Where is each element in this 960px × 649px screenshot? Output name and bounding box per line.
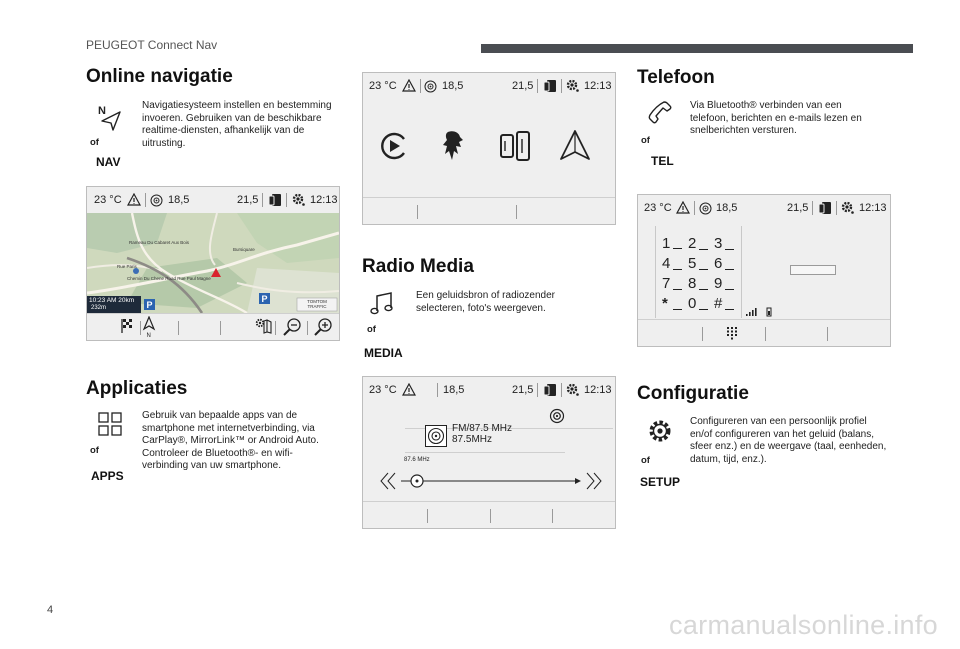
- settings-status-icon: [566, 383, 580, 397]
- nav-button-label: NAV: [96, 155, 121, 169]
- next-turn-distance: 232m: [91, 305, 107, 311]
- warning-icon: [676, 201, 690, 214]
- status-right-value: 21,5: [512, 384, 534, 396]
- status-right-value: 21,5: [512, 80, 534, 92]
- applicaties-description: [142, 410, 352, 473]
- compass-north-icon[interactable]: [142, 316, 156, 338]
- keypad-key-9[interactable]: 9: [712, 275, 738, 295]
- nav-control-bar: [87, 313, 339, 340]
- broadcast-icon: [424, 80, 437, 93]
- settings-status-icon: [841, 201, 855, 215]
- carplay-icon[interactable]: [379, 131, 409, 161]
- status-bar: [363, 73, 615, 99]
- tuner-frequency-value: 87.6 MHz: [404, 457, 430, 463]
- settings-status-icon: [292, 193, 306, 207]
- seek-forward-icon: [587, 473, 601, 489]
- broadcast-icon: [699, 202, 712, 215]
- or-label: of: [641, 135, 650, 146]
- map-label-1: Rameau Du Cabaret Aux Bois: [129, 240, 190, 245]
- music-note-icon: [370, 291, 398, 319]
- keypad-key-7[interactable]: 7: [660, 275, 686, 295]
- status-time: 12:13: [584, 80, 612, 92]
- keypad-key-2[interactable]: 2: [686, 235, 712, 255]
- broadcast-icon[interactable]: [549, 408, 565, 424]
- svg-text:N: N: [98, 105, 106, 117]
- keypad-key-1[interactable]: 1: [660, 235, 686, 255]
- map-settings-icon[interactable]: [255, 318, 273, 335]
- tel-button-label: TEL: [651, 154, 674, 168]
- apps-screen: [362, 72, 616, 225]
- phone-status-icon: [268, 193, 282, 207]
- map-label-4: Chemin Du Chene Road Rue Paul Magne: [127, 276, 211, 281]
- seek-back-icon: [381, 473, 395, 489]
- document-header-title: PEUGEOT Connect Nav: [86, 38, 218, 52]
- apps-button-label: APPS: [91, 469, 124, 483]
- mirrorlink-icon[interactable]: [499, 129, 531, 163]
- applicaties-description-line: Gebruik van bepaalde apps van de: [142, 410, 298, 421]
- android-auto-icon[interactable]: [559, 129, 591, 163]
- signal-battery-icon: [746, 307, 774, 317]
- svg-text:P: P: [146, 300, 153, 310]
- phone-handset-icon: [647, 100, 675, 128]
- svg-text:P: P: [261, 294, 268, 304]
- status-temperature: 23 °C: [369, 80, 397, 92]
- status-time: 12:13: [584, 384, 612, 396]
- section-title-configuratie: Configuratie: [637, 383, 749, 404]
- status-left-value: 18,5: [442, 80, 464, 92]
- section-title-radio-media: Radio Media: [362, 256, 474, 277]
- radio-control-bar: [363, 501, 615, 528]
- station-logo-icon: [425, 425, 447, 447]
- or-label: of: [90, 445, 99, 456]
- applicaties-description-line: Controleer de Bluetooth®- en wifi-: [142, 447, 293, 459]
- status-left-value: 18,5: [168, 194, 190, 206]
- or-label: of: [367, 324, 376, 335]
- keypad-key-5[interactable]: 5: [686, 255, 712, 275]
- nav-screen: [86, 186, 340, 341]
- status-temperature: 23 °C: [644, 202, 672, 214]
- warning-icon: [402, 383, 416, 396]
- keypad-key-6[interactable]: 6: [712, 255, 738, 275]
- status-temperature: 23 °C: [94, 194, 122, 206]
- peugeot-lion-icon[interactable]: [439, 129, 469, 163]
- settings-gear-icon: [647, 418, 675, 446]
- phone-status-icon: [543, 383, 557, 397]
- configuratie-description: Configureren van een persoonlijk profiel en/of configureren van het geluid (balans, sfeer enz.) en de weergave (taal, eenheden, datum, tijd, enz.).: [690, 416, 887, 465]
- online-navigatie-description: Navigatiesysteem instellen en bestemming invoeren. Gebruiken van de beschikbare realtime-diensten, afhankelijk van de uitrusting.: [142, 100, 332, 149]
- applicaties-description-line: verbinding van uw smartphone.: [142, 460, 281, 471]
- map-label-3: Rue Paris: [117, 264, 137, 269]
- keypad-key-3[interactable]: 3: [712, 235, 738, 255]
- map-label-2: Bursiquare: [233, 247, 255, 252]
- settings-status-icon: [566, 79, 580, 93]
- keypad-key-4[interactable]: 4: [660, 255, 686, 275]
- frequency-band-text: FM/87.5 MHz: [452, 423, 513, 434]
- keypad-key-star[interactable]: *: [660, 295, 686, 315]
- route-info-panel: [87, 296, 141, 313]
- keypad-icon[interactable]: [726, 327, 738, 340]
- broadcast-icon: [150, 194, 163, 207]
- status-time: 12:13: [310, 194, 338, 206]
- dial-keypad: [660, 235, 740, 319]
- telefoon-description: Via Bluetooth® verbinden van een telefoon, berichten en e-mails lezen en snelberichten versturen.: [690, 100, 862, 136]
- zoom-in-icon[interactable]: [313, 318, 333, 336]
- watermark: carmanualsonline.info: [669, 610, 938, 640]
- phone-control-bar: [638, 319, 890, 346]
- or-label: of: [641, 455, 650, 466]
- phone-status-icon: [543, 79, 557, 93]
- nav-arrow-icon: [97, 102, 125, 130]
- number-display-field[interactable]: [790, 265, 836, 275]
- page-number: 4: [47, 604, 54, 616]
- keypad-key-8[interactable]: 8: [686, 275, 712, 295]
- radio-media-description: Een geluidsbron of radiozender selecteren, foto's weergeven.: [416, 290, 555, 314]
- tomtom-traffic-logo: TOMTOM TRAFFIC: [307, 299, 327, 309]
- route-time-distance: 10:23 AM 20km: [89, 297, 135, 304]
- apps-control-bar: [363, 197, 615, 224]
- phone-screen: [637, 194, 891, 347]
- applicaties-description-line: smartphone met internetverbinding, via: [142, 422, 315, 434]
- radio-screen: [362, 376, 616, 529]
- status-left-value: 18,5: [443, 384, 465, 396]
- station-frequency-label: [452, 423, 512, 445]
- status-bar: [638, 195, 890, 221]
- status-time: 12:13: [859, 202, 887, 214]
- map-view[interactable]: [87, 213, 339, 313]
- status-right-value: 21,5: [237, 194, 259, 206]
- section-title-applicaties: Applicaties: [86, 378, 188, 399]
- keypad-key-hash[interactable]: #: [712, 295, 738, 315]
- section-title-telefoon: Telefoon: [637, 67, 715, 88]
- status-bar: [87, 187, 339, 213]
- keypad-key-0[interactable]: 0: [686, 295, 712, 315]
- or-label: of: [90, 137, 99, 148]
- apps-grid-icon: [98, 412, 126, 440]
- warning-icon: [402, 79, 416, 92]
- svg-text:N: N: [146, 333, 151, 338]
- status-bar: [363, 377, 615, 403]
- header-bar: [481, 44, 913, 53]
- frequency-text: 87.5MHz: [452, 434, 493, 445]
- applicaties-description-line: CarPlay®, MirrorLink™ or Android Auto.: [142, 435, 319, 446]
- frequency-slider[interactable]: [379, 469, 604, 493]
- warning-icon: [127, 193, 141, 206]
- media-button-label: MEDIA: [364, 346, 403, 360]
- status-temperature: 23 °C: [369, 384, 397, 396]
- setup-button-label: SETUP: [640, 475, 681, 489]
- zoom-out-icon[interactable]: [282, 318, 302, 336]
- status-right-value: 21,5: [787, 202, 809, 214]
- destination-flag-icon[interactable]: [120, 318, 134, 334]
- status-left-value: 18,5: [716, 202, 738, 214]
- section-title-online-navigatie: Online navigatie: [86, 66, 233, 87]
- phone-status-icon: [818, 201, 832, 215]
